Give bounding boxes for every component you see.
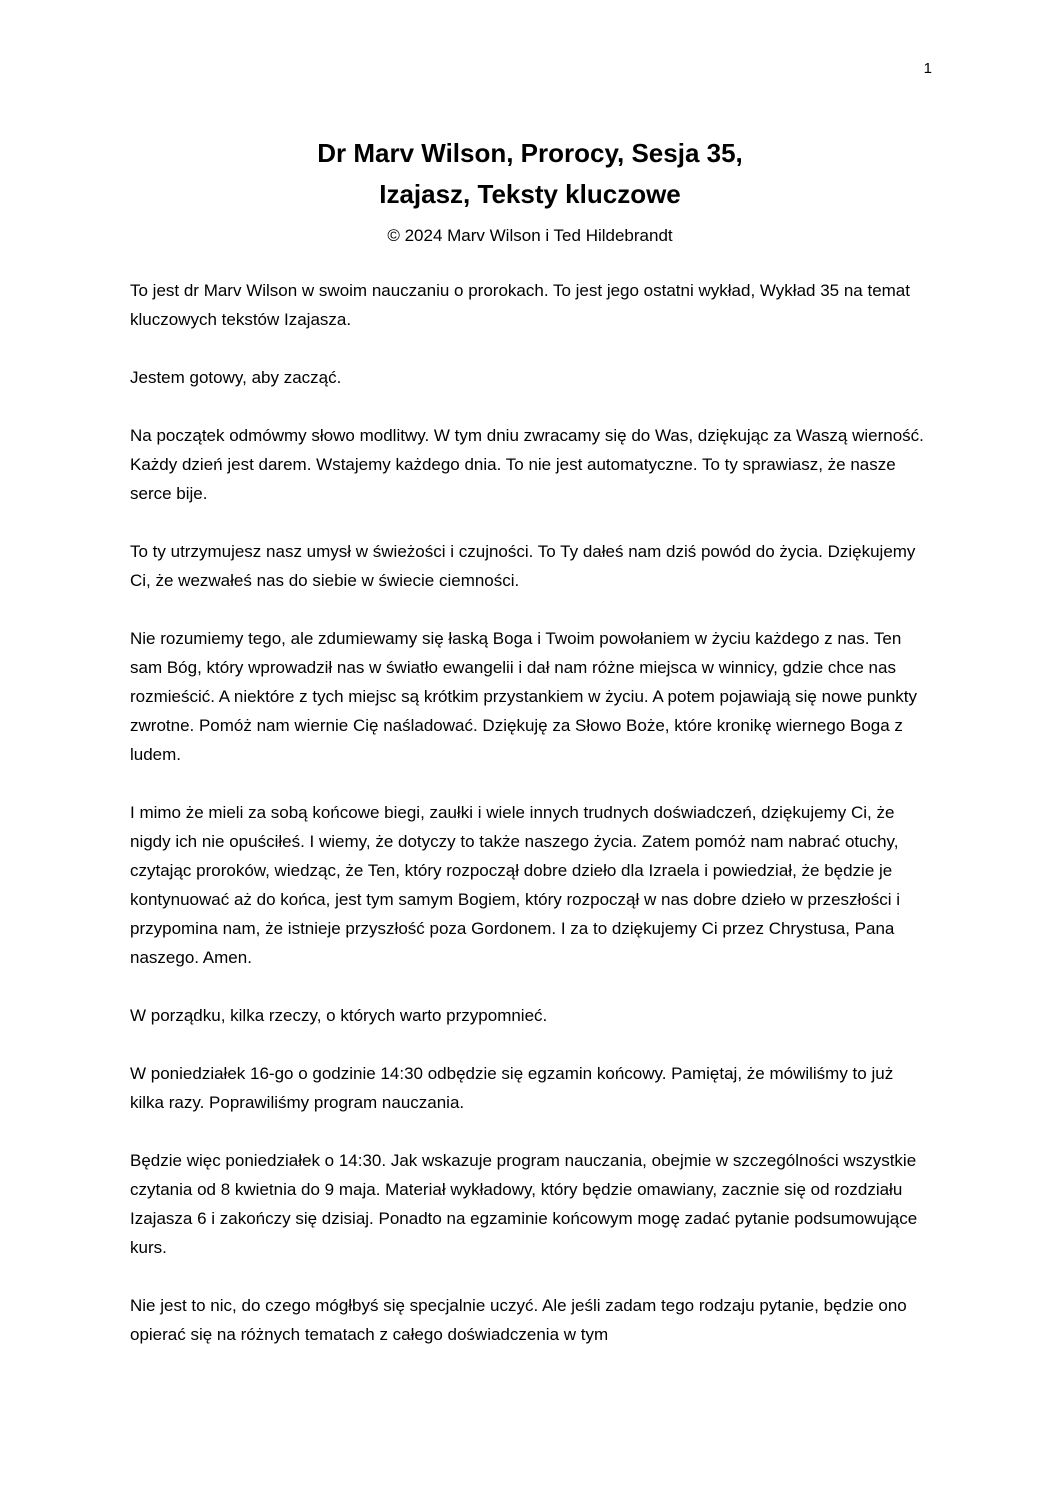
paragraph: To ty utrzymujesz nasz umysł w świeżości i czujności. To Ty dałeś nam dziś powód do życia. Dziękujemy Ci, że wezwałeś nas do siebie w świecie ciemności. xyxy=(130,542,916,590)
paragraph: W poniedziałek 16-go o godzinie 14:30 odbędzie się egzamin końcowy. Pamiętaj, że mówiliśmy to już kilka razy. Poprawiliśmy program nauczania. xyxy=(130,1064,894,1112)
paragraph: To jest dr Marv Wilson w swoim nauczaniu o prorokach. To jest jego ostatni wykład, Wykład 35 na temat kluczowych tekstów Izajasza. xyxy=(130,281,910,329)
paragraph: Nie jest to nic, do czego mógłbyś się specjalnie uczyć. Ale jeśli zadam tego rodzaju pytanie, będzie ono opierać się na różnych tematach z całego doświadczenia w tym xyxy=(130,1296,907,1344)
page-number: 1 xyxy=(923,60,932,77)
title-line-2: Izajasz, Teksty kluczowe xyxy=(379,179,681,209)
paragraph: Będzie więc poniedziałek o 14:30. Jak wskazuje program nauczania, obejmie w szczególności wszystkie czytania od 8 kwietnia do 9 maja. Materiał wykładowy, który będzie omawiany, zacznie się od rozdziału Izajasza 6 i zakończy się dzisiaj. Ponadto na egzaminie końcowym mogę zadać pytanie podsumowujące kurs. xyxy=(130,1151,918,1257)
paragraph: I mimo że mieli za sobą końcowe biegi, zaułki i wiele innych trudnych doświadczeń, dziękujemy Ci, że nigdy ich nie opuściłeś. I wiemy, że dotyczy to także naszego życia. Zatem pomóż nam nabrać otuchy, czytając proroków, wiedząc, że Ten, który rozpoczął dobre dzieło dla Izraela i powiedział, że będzie je kontynuować aż do końca, jest tym samym Bogiem, który rozpoczął w nas dobre dzieło w przeszłości i przypomina nam, że istnieje przyszłość poza Gordonem. I za to dziękujemy Ci przez Chrystusa, Pana naszego. Amen. xyxy=(130,803,901,967)
copyright-line: © 2024 Marv Wilson i Ted Hildebrandt xyxy=(387,226,673,245)
paragraph: W porządku, kilka rzeczy, o których warto przypomnieć. xyxy=(130,1006,548,1025)
document-header xyxy=(130,133,930,250)
document-body xyxy=(130,276,930,1349)
document-title xyxy=(130,133,930,215)
paragraph: Jestem gotowy, aby zacząć. xyxy=(130,368,342,387)
paragraph: Na początek odmówmy słowo modlitwy. W tym dniu zwracamy się do Was, dziękując za Waszą wierność. Każdy dzień jest darem. Wstajemy każdego dnia. To nie jest automatyczne. To ty sprawiasz, że nasze serce bije. xyxy=(130,426,924,503)
paragraph: Nie rozumiemy tego, ale zdumiewamy się łaską Boga i Twoim powołaniem w życiu każdego z nas. Ten sam Bóg, który wprowadził nas w światło ewangelii i dał nam różne miejsca w winnicy, gdzie chce nas rozmieścić. A niektóre z tych miejsc są krótkim przystankiem w życiu. A potem pojawiają się nowe punkty zwrotne. Pomóż nam wiernie Cię naśladować. Dziękuję za Słowo Boże, które kronikę wiernego Boga z ludem. xyxy=(130,629,918,764)
title-line-1: Dr Marv Wilson, Prorocy, Sesja 35, xyxy=(317,138,743,168)
